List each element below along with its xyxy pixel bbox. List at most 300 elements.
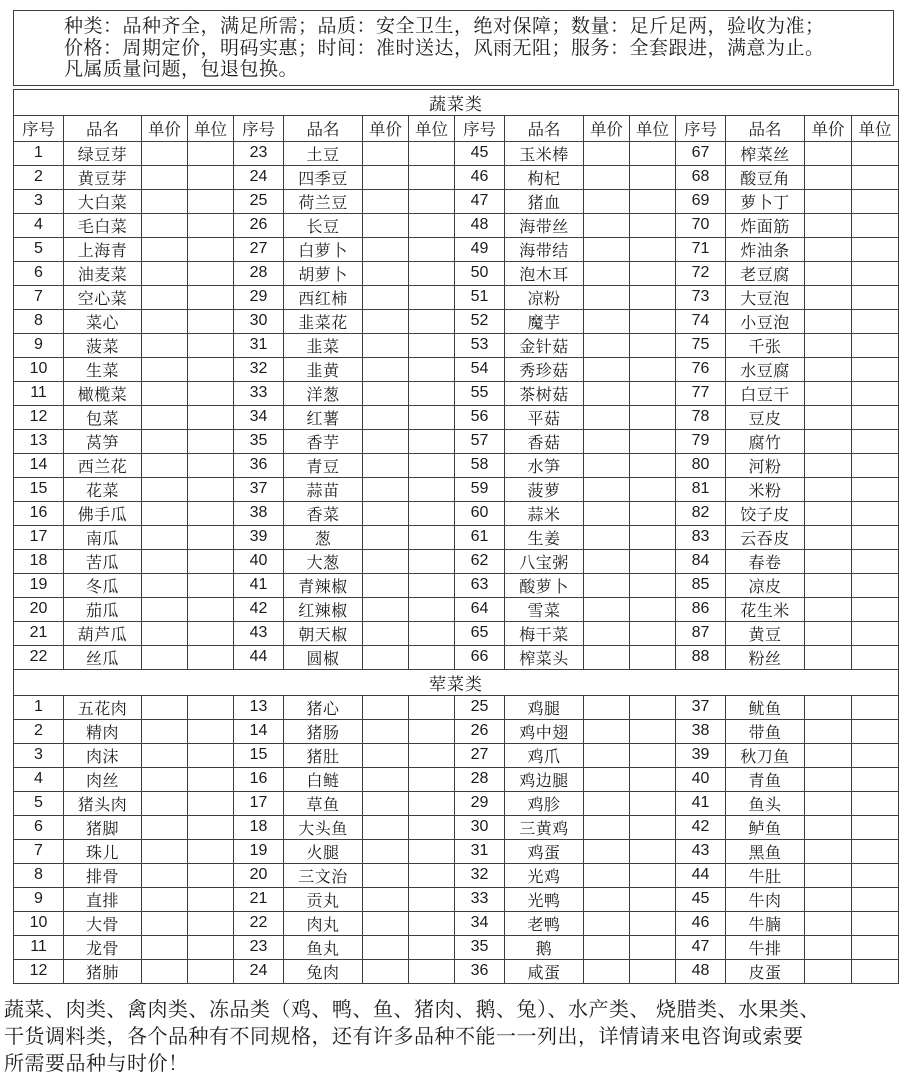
item-name-cell: 鱼头: [726, 791, 805, 815]
item-number-cell: 27: [234, 237, 284, 261]
item-name-cell: 老鸭: [505, 911, 584, 935]
table-row: [14, 141, 899, 165]
column-header: 单位: [852, 115, 899, 141]
item-unit-cell: [409, 719, 455, 743]
item-unit-cell: [852, 501, 899, 525]
item-price-cell: [142, 911, 188, 935]
item-name-cell: 茶树菇: [505, 381, 584, 405]
column-header: 品名: [505, 115, 584, 141]
item-number-cell: 11: [14, 381, 64, 405]
item-price-cell: [584, 719, 630, 743]
item-unit-cell: [630, 549, 676, 573]
item-unit-cell: [409, 959, 455, 983]
item-number-cell: 80: [676, 453, 726, 477]
item-name-cell: 秀珍菇: [505, 357, 584, 381]
item-unit-cell: [852, 405, 899, 429]
item-unit-cell: [630, 791, 676, 815]
item-name-cell: 鸡中翅: [505, 719, 584, 743]
item-price-cell: [805, 357, 852, 381]
item-number-cell: 16: [234, 767, 284, 791]
item-unit-cell: [409, 743, 455, 767]
item-number-cell: 79: [676, 429, 726, 453]
item-unit-cell: [852, 839, 899, 863]
item-number-cell: 45: [455, 141, 505, 165]
item-unit-cell: [409, 767, 455, 791]
item-unit-cell: [409, 189, 455, 213]
notice-line-2: 价格：周期定价，明码实惠；时间：准时送达，风雨无阻；服务：全套跟进，满意为止。: [64, 37, 825, 59]
item-unit-cell: [188, 309, 234, 333]
item-number-cell: 58: [455, 453, 505, 477]
item-price-cell: [805, 405, 852, 429]
item-price-cell: [805, 863, 852, 887]
item-name-cell: 大头鱼: [284, 815, 363, 839]
item-price-cell: [584, 935, 630, 959]
item-number-cell: 15: [14, 477, 64, 501]
item-number-cell: 60: [455, 501, 505, 525]
item-unit-cell: [852, 887, 899, 911]
item-number-cell: 48: [455, 213, 505, 237]
item-name-cell: 咸蛋: [505, 959, 584, 983]
item-price-cell: [363, 309, 409, 333]
item-number-cell: 46: [676, 911, 726, 935]
item-name-cell: 草鱼: [284, 791, 363, 815]
item-number-cell: 7: [14, 839, 64, 863]
item-unit-cell: [630, 405, 676, 429]
item-price-cell: [363, 911, 409, 935]
item-unit-cell: [630, 621, 676, 645]
table-row: [14, 719, 899, 743]
item-unit-cell: [188, 453, 234, 477]
item-number-cell: 34: [455, 911, 505, 935]
item-price-cell: [142, 405, 188, 429]
item-number-cell: 36: [455, 959, 505, 983]
item-number-cell: 41: [234, 573, 284, 597]
footer-note: [4, 997, 903, 1078]
table-row: [14, 911, 899, 935]
item-unit-cell: [630, 597, 676, 621]
item-number-cell: 82: [676, 501, 726, 525]
item-price-cell: [805, 549, 852, 573]
item-price-cell: [142, 695, 188, 719]
item-name-cell: 空心菜: [64, 285, 142, 309]
item-unit-cell: [188, 549, 234, 573]
table-row: [14, 935, 899, 959]
item-unit-cell: [409, 911, 455, 935]
item-name-cell: 花菜: [64, 477, 142, 501]
item-price-cell: [805, 815, 852, 839]
item-unit-cell: [630, 815, 676, 839]
item-number-cell: 1: [14, 141, 64, 165]
item-name-cell: 兔肉: [284, 959, 363, 983]
item-unit-cell: [852, 309, 899, 333]
item-price-cell: [363, 477, 409, 501]
item-number-cell: 24: [234, 959, 284, 983]
item-price-cell: [142, 815, 188, 839]
item-name-cell: 青鱼: [726, 767, 805, 791]
item-name-cell: 生姜: [505, 525, 584, 549]
section-title-row: [14, 669, 899, 695]
item-unit-cell: [630, 381, 676, 405]
item-name-cell: 上海青: [64, 237, 142, 261]
item-price-cell: [584, 237, 630, 261]
item-name-cell: 鱿鱼: [726, 695, 805, 719]
item-name-cell: 大豆泡: [726, 285, 805, 309]
item-price-cell: [584, 165, 630, 189]
column-header: 序号: [234, 115, 284, 141]
item-number-cell: 71: [676, 237, 726, 261]
item-name-cell: 肉丸: [284, 911, 363, 935]
item-name-cell: 白豆干: [726, 381, 805, 405]
table-row: [14, 863, 899, 887]
item-number-cell: 8: [14, 309, 64, 333]
footer-line-2: 干货调料类，各个品种有不同规格，还有许多品种不能一一列出，详情请来电咨询或索要: [4, 1026, 804, 1048]
item-number-cell: 69: [676, 189, 726, 213]
item-price-cell: [805, 959, 852, 983]
item-unit-cell: [630, 141, 676, 165]
item-unit-cell: [188, 621, 234, 645]
item-name-cell: 菠菜: [64, 333, 142, 357]
item-number-cell: 12: [14, 959, 64, 983]
item-price-cell: [805, 309, 852, 333]
item-name-cell: 鸡蛋: [505, 839, 584, 863]
item-number-cell: 31: [455, 839, 505, 863]
table-row: [14, 381, 899, 405]
item-price-cell: [142, 887, 188, 911]
item-name-cell: 粉丝: [726, 645, 805, 669]
item-unit-cell: [630, 357, 676, 381]
item-price-cell: [805, 839, 852, 863]
item-unit-cell: [188, 597, 234, 621]
item-name-cell: 包菜: [64, 405, 142, 429]
item-name-cell: 大白菜: [64, 189, 142, 213]
item-price-cell: [363, 959, 409, 983]
item-price-cell: [363, 501, 409, 525]
item-number-cell: 39: [234, 525, 284, 549]
item-name-cell: 葱: [284, 525, 363, 549]
item-number-cell: 10: [14, 911, 64, 935]
item-unit-cell: [852, 935, 899, 959]
item-unit-cell: [630, 743, 676, 767]
item-number-cell: 2: [14, 719, 64, 743]
item-price-cell: [363, 743, 409, 767]
item-name-cell: 鸡边腿: [505, 767, 584, 791]
item-name-cell: 三文治: [284, 863, 363, 887]
item-name-cell: 洋葱: [284, 381, 363, 405]
item-price-cell: [805, 165, 852, 189]
item-number-cell: 27: [455, 743, 505, 767]
item-price-cell: [363, 645, 409, 669]
item-name-cell: 凉皮: [726, 573, 805, 597]
table-row: [14, 573, 899, 597]
item-price-cell: [584, 645, 630, 669]
item-name-cell: 牛排: [726, 935, 805, 959]
item-unit-cell: [409, 887, 455, 911]
item-name-cell: 白萝卜: [284, 237, 363, 261]
item-name-cell: 鹅: [505, 935, 584, 959]
item-number-cell: 5: [14, 237, 64, 261]
item-number-cell: 33: [234, 381, 284, 405]
item-price-cell: [584, 213, 630, 237]
item-price-cell: [584, 333, 630, 357]
table-row: [14, 839, 899, 863]
item-unit-cell: [852, 357, 899, 381]
item-name-cell: 炸面筋: [726, 213, 805, 237]
item-name-cell: 玉米棒: [505, 141, 584, 165]
item-price-cell: [142, 839, 188, 863]
item-number-cell: 7: [14, 285, 64, 309]
item-price-cell: [584, 477, 630, 501]
item-unit-cell: [409, 815, 455, 839]
item-unit-cell: [188, 285, 234, 309]
item-number-cell: 44: [676, 863, 726, 887]
column-header: 序号: [676, 115, 726, 141]
item-price-cell: [805, 597, 852, 621]
item-price-cell: [805, 453, 852, 477]
item-unit-cell: [409, 791, 455, 815]
item-unit-cell: [630, 213, 676, 237]
item-unit-cell: [409, 165, 455, 189]
item-price-cell: [805, 887, 852, 911]
item-number-cell: 74: [676, 309, 726, 333]
item-price-cell: [363, 165, 409, 189]
item-price-cell: [142, 141, 188, 165]
item-price-cell: [142, 743, 188, 767]
item-number-cell: 56: [455, 405, 505, 429]
item-unit-cell: [630, 645, 676, 669]
item-name-cell: 珠儿: [64, 839, 142, 863]
item-price-cell: [584, 501, 630, 525]
table-row: [14, 477, 899, 501]
item-name-cell: 荷兰豆: [284, 189, 363, 213]
item-number-cell: 81: [676, 477, 726, 501]
item-price-cell: [363, 695, 409, 719]
item-name-cell: 梅干菜: [505, 621, 584, 645]
item-number-cell: 26: [455, 719, 505, 743]
item-name-cell: 牛肚: [726, 863, 805, 887]
item-unit-cell: [188, 141, 234, 165]
item-unit-cell: [852, 791, 899, 815]
table-row: [14, 165, 899, 189]
item-name-cell: 香菇: [505, 429, 584, 453]
item-unit-cell: [409, 597, 455, 621]
item-name-cell: 朝天椒: [284, 621, 363, 645]
item-price-cell: [584, 597, 630, 621]
item-number-cell: 22: [14, 645, 64, 669]
item-number-cell: 72: [676, 261, 726, 285]
item-name-cell: 花生米: [726, 597, 805, 621]
item-unit-cell: [852, 645, 899, 669]
item-name-cell: 鸡腿: [505, 695, 584, 719]
item-price-cell: [584, 453, 630, 477]
table-row: [14, 237, 899, 261]
item-name-cell: 火腿: [284, 839, 363, 863]
item-unit-cell: [852, 285, 899, 309]
item-name-cell: 海带丝: [505, 213, 584, 237]
item-number-cell: 1: [14, 695, 64, 719]
item-name-cell: 泡木耳: [505, 261, 584, 285]
column-header: 品名: [64, 115, 142, 141]
item-price-cell: [805, 141, 852, 165]
item-number-cell: 76: [676, 357, 726, 381]
item-number-cell: 33: [455, 887, 505, 911]
item-price-cell: [142, 573, 188, 597]
item-price-cell: [805, 213, 852, 237]
item-price-cell: [363, 621, 409, 645]
item-name-cell: 土豆: [284, 141, 363, 165]
item-name-cell: 韭黄: [284, 357, 363, 381]
item-unit-cell: [188, 743, 234, 767]
item-number-cell: 10: [14, 357, 64, 381]
item-unit-cell: [409, 261, 455, 285]
item-number-cell: 84: [676, 549, 726, 573]
item-number-cell: 18: [234, 815, 284, 839]
item-name-cell: 香菜: [284, 501, 363, 525]
item-unit-cell: [409, 429, 455, 453]
item-unit-cell: [852, 189, 899, 213]
item-unit-cell: [630, 477, 676, 501]
item-name-cell: 酸萝卜: [505, 573, 584, 597]
item-unit-cell: [409, 839, 455, 863]
item-price-cell: [363, 453, 409, 477]
item-name-cell: 黑鱼: [726, 839, 805, 863]
item-name-cell: 龙骨: [64, 935, 142, 959]
item-number-cell: 37: [234, 477, 284, 501]
table-row: [14, 285, 899, 309]
item-unit-cell: [409, 863, 455, 887]
item-number-cell: 49: [455, 237, 505, 261]
item-name-cell: 菜心: [64, 309, 142, 333]
item-number-cell: 8: [14, 863, 64, 887]
item-price-cell: [142, 791, 188, 815]
item-price-cell: [805, 695, 852, 719]
item-name-cell: 三黄鸡: [505, 815, 584, 839]
item-unit-cell: [188, 165, 234, 189]
item-number-cell: 47: [455, 189, 505, 213]
item-number-cell: 20: [234, 863, 284, 887]
footer-line-3: 所需要品种与时价！: [4, 1053, 189, 1075]
item-name-cell: 大骨: [64, 911, 142, 935]
item-price-cell: [584, 285, 630, 309]
item-price-cell: [142, 525, 188, 549]
item-number-cell: 64: [455, 597, 505, 621]
item-name-cell: 春卷: [726, 549, 805, 573]
item-name-cell: 橄榄菜: [64, 381, 142, 405]
item-price-cell: [142, 501, 188, 525]
item-unit-cell: [188, 501, 234, 525]
service-notice-box: [13, 10, 894, 86]
item-price-cell: [142, 213, 188, 237]
item-number-cell: 18: [14, 549, 64, 573]
item-price-cell: [805, 237, 852, 261]
table-row: [14, 959, 899, 983]
item-name-cell: 枸杞: [505, 165, 584, 189]
item-price-cell: [142, 863, 188, 887]
item-price-cell: [142, 189, 188, 213]
item-unit-cell: [409, 405, 455, 429]
item-name-cell: 胡萝卜: [284, 261, 363, 285]
item-name-cell: 苦瓜: [64, 549, 142, 573]
item-name-cell: 韭菜: [284, 333, 363, 357]
item-number-cell: 17: [234, 791, 284, 815]
item-unit-cell: [409, 453, 455, 477]
item-number-cell: 31: [234, 333, 284, 357]
item-unit-cell: [409, 695, 455, 719]
item-price-cell: [584, 621, 630, 645]
table-row: [14, 405, 899, 429]
item-number-cell: 40: [676, 767, 726, 791]
item-unit-cell: [188, 333, 234, 357]
item-number-cell: 37: [676, 695, 726, 719]
item-number-cell: 28: [234, 261, 284, 285]
item-number-cell: 3: [14, 189, 64, 213]
item-unit-cell: [409, 213, 455, 237]
item-price-cell: [142, 237, 188, 261]
item-price-cell: [363, 597, 409, 621]
item-unit-cell: [852, 141, 899, 165]
item-number-cell: 43: [676, 839, 726, 863]
item-number-cell: 70: [676, 213, 726, 237]
item-unit-cell: [852, 429, 899, 453]
item-number-cell: 44: [234, 645, 284, 669]
item-price-cell: [805, 645, 852, 669]
footer-line-1: 蔬菜、肉类、禽肉类、冻品类（鸡、鸭、鱼、猪肉、鹅、兔）、水产类、 烧腊类、水果类、: [4, 999, 821, 1021]
item-price-cell: [142, 309, 188, 333]
item-price-cell: [584, 959, 630, 983]
item-name-cell: 水豆腐: [726, 357, 805, 381]
item-price-cell: [363, 767, 409, 791]
item-number-cell: 6: [14, 815, 64, 839]
item-number-cell: 62: [455, 549, 505, 573]
item-price-cell: [584, 525, 630, 549]
item-unit-cell: [630, 959, 676, 983]
item-price-cell: [363, 333, 409, 357]
item-unit-cell: [188, 357, 234, 381]
item-name-cell: 八宝粥: [505, 549, 584, 573]
item-unit-cell: [188, 645, 234, 669]
item-unit-cell: [409, 477, 455, 501]
table-row: [14, 815, 899, 839]
item-price-cell: [363, 935, 409, 959]
item-unit-cell: [852, 815, 899, 839]
item-price-cell: [584, 863, 630, 887]
price-table: [13, 89, 899, 984]
item-price-cell: [584, 261, 630, 285]
table-row: [14, 333, 899, 357]
item-number-cell: 73: [676, 285, 726, 309]
item-name-cell: 青辣椒: [284, 573, 363, 597]
item-price-cell: [363, 141, 409, 165]
item-price-cell: [805, 429, 852, 453]
item-name-cell: 猪脚: [64, 815, 142, 839]
item-name-cell: 精肉: [64, 719, 142, 743]
item-unit-cell: [630, 285, 676, 309]
item-name-cell: 菠萝: [505, 477, 584, 501]
item-unit-cell: [630, 165, 676, 189]
item-unit-cell: [852, 597, 899, 621]
item-unit-cell: [188, 935, 234, 959]
item-number-cell: 5: [14, 791, 64, 815]
item-name-cell: 葫芦瓜: [64, 621, 142, 645]
table-row: [14, 261, 899, 285]
table-row: [14, 549, 899, 573]
item-number-cell: 16: [14, 501, 64, 525]
section-title: 蔬菜类: [14, 89, 899, 115]
item-price-cell: [584, 189, 630, 213]
item-unit-cell: [852, 959, 899, 983]
item-name-cell: 炸油条: [726, 237, 805, 261]
item-number-cell: 68: [676, 165, 726, 189]
table-row: [14, 767, 899, 791]
